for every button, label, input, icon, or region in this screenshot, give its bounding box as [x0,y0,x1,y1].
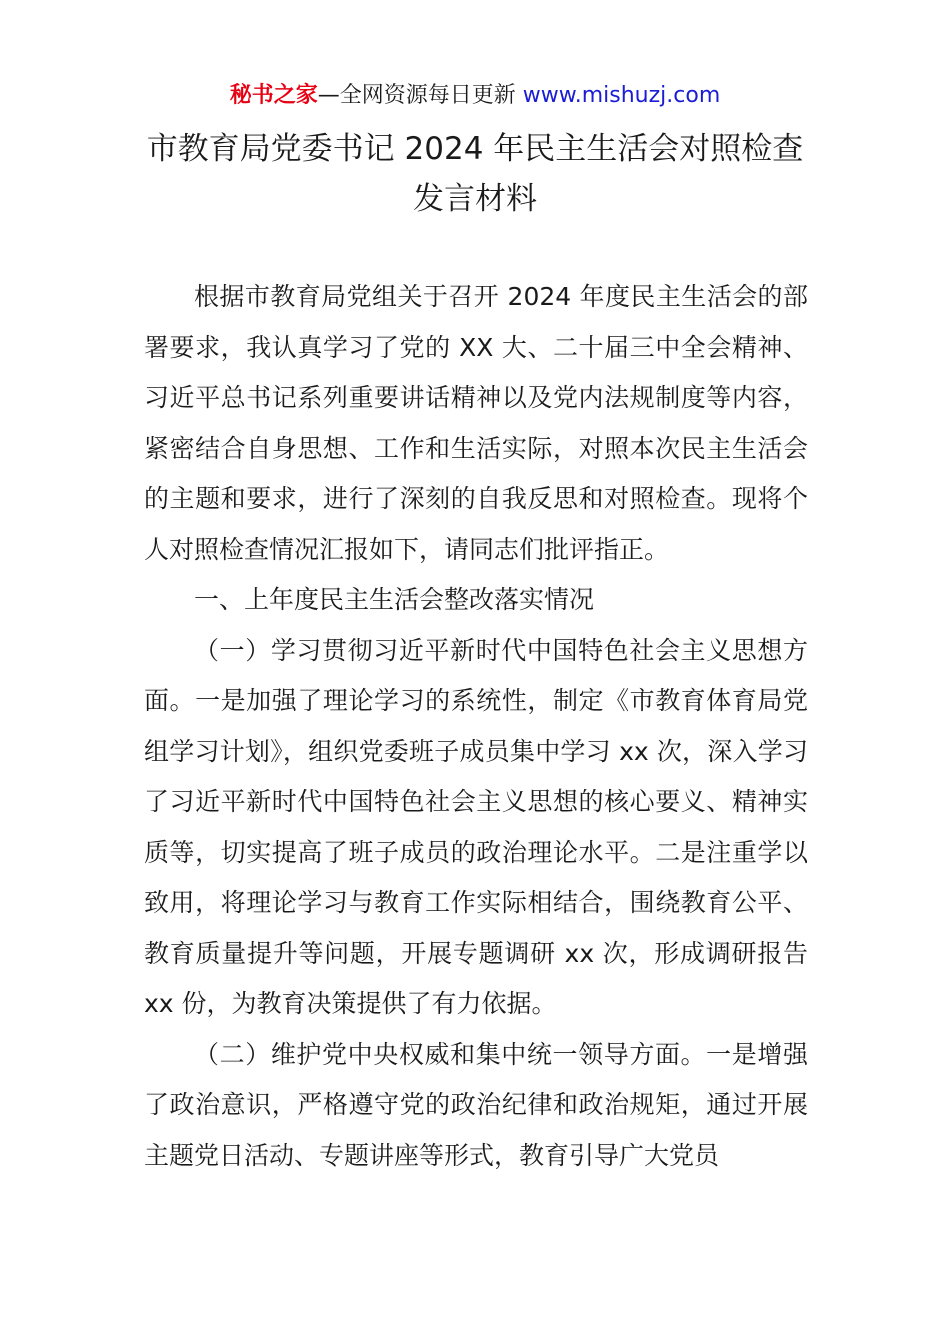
body-paragraph: （二）维护党中央权威和集中统一领导方面。一是增强了政治意识，严格遵守党的政治纪律和政治规矩，通过开展主题党日活动、专题讲座等形式，教育引导广大党员 [144,1039,808,1170]
body-paragraph: （一）学习贯彻习近平新时代中国特色社会主义思想方面。一是加强了理论学习的系统性，制定《市教育体育局党组学习计划》，组织党委班子成员集中学习 xx 次，深入学习了习近平新时代中国特色社会主义思想的核心要义、精神实质等，切实提高了班子成员的政治理论水平。二是注重学以致用，将理论学习与教育工作实际相结合，围绕教育公平、教育质量提升等问题，开展专题调研 xx 次，形成调研报告 xx 份，为教育决策提供了有力依据。 [144,635,808,1018]
intro-paragraph: 根据市教育局党组关于召开 2024 年度民主生活会的部署要求，我认真学习了党的 XX 大、二十届三中全会精神、习近平总书记系列重要讲话精神以及党内法规制度等内容，紧密结合自身思想、工作和生活实际，对照本次民主生活会的主题和要求，进行了深刻的自我反思和对照检查。现将个人对照检查情况汇报如下，请同志们批评指正。 [144,282,808,564]
document-title-line-1: 市教育局党委书记 2024 年民主生活会对照检查 [146,131,804,167]
document-title-line-2: 发言材料 [413,181,537,217]
site-header [0,80,950,112]
section-heading: 一、上年度民主生活会整改落实情况 [194,585,595,614]
brand-name: 秘书之家 [229,83,318,108]
header-tagline: —全网资源每日更新 [317,83,523,108]
document-body [144,272,808,1181]
site-url-link[interactable]: www.mishuzj.com [522,83,721,108]
